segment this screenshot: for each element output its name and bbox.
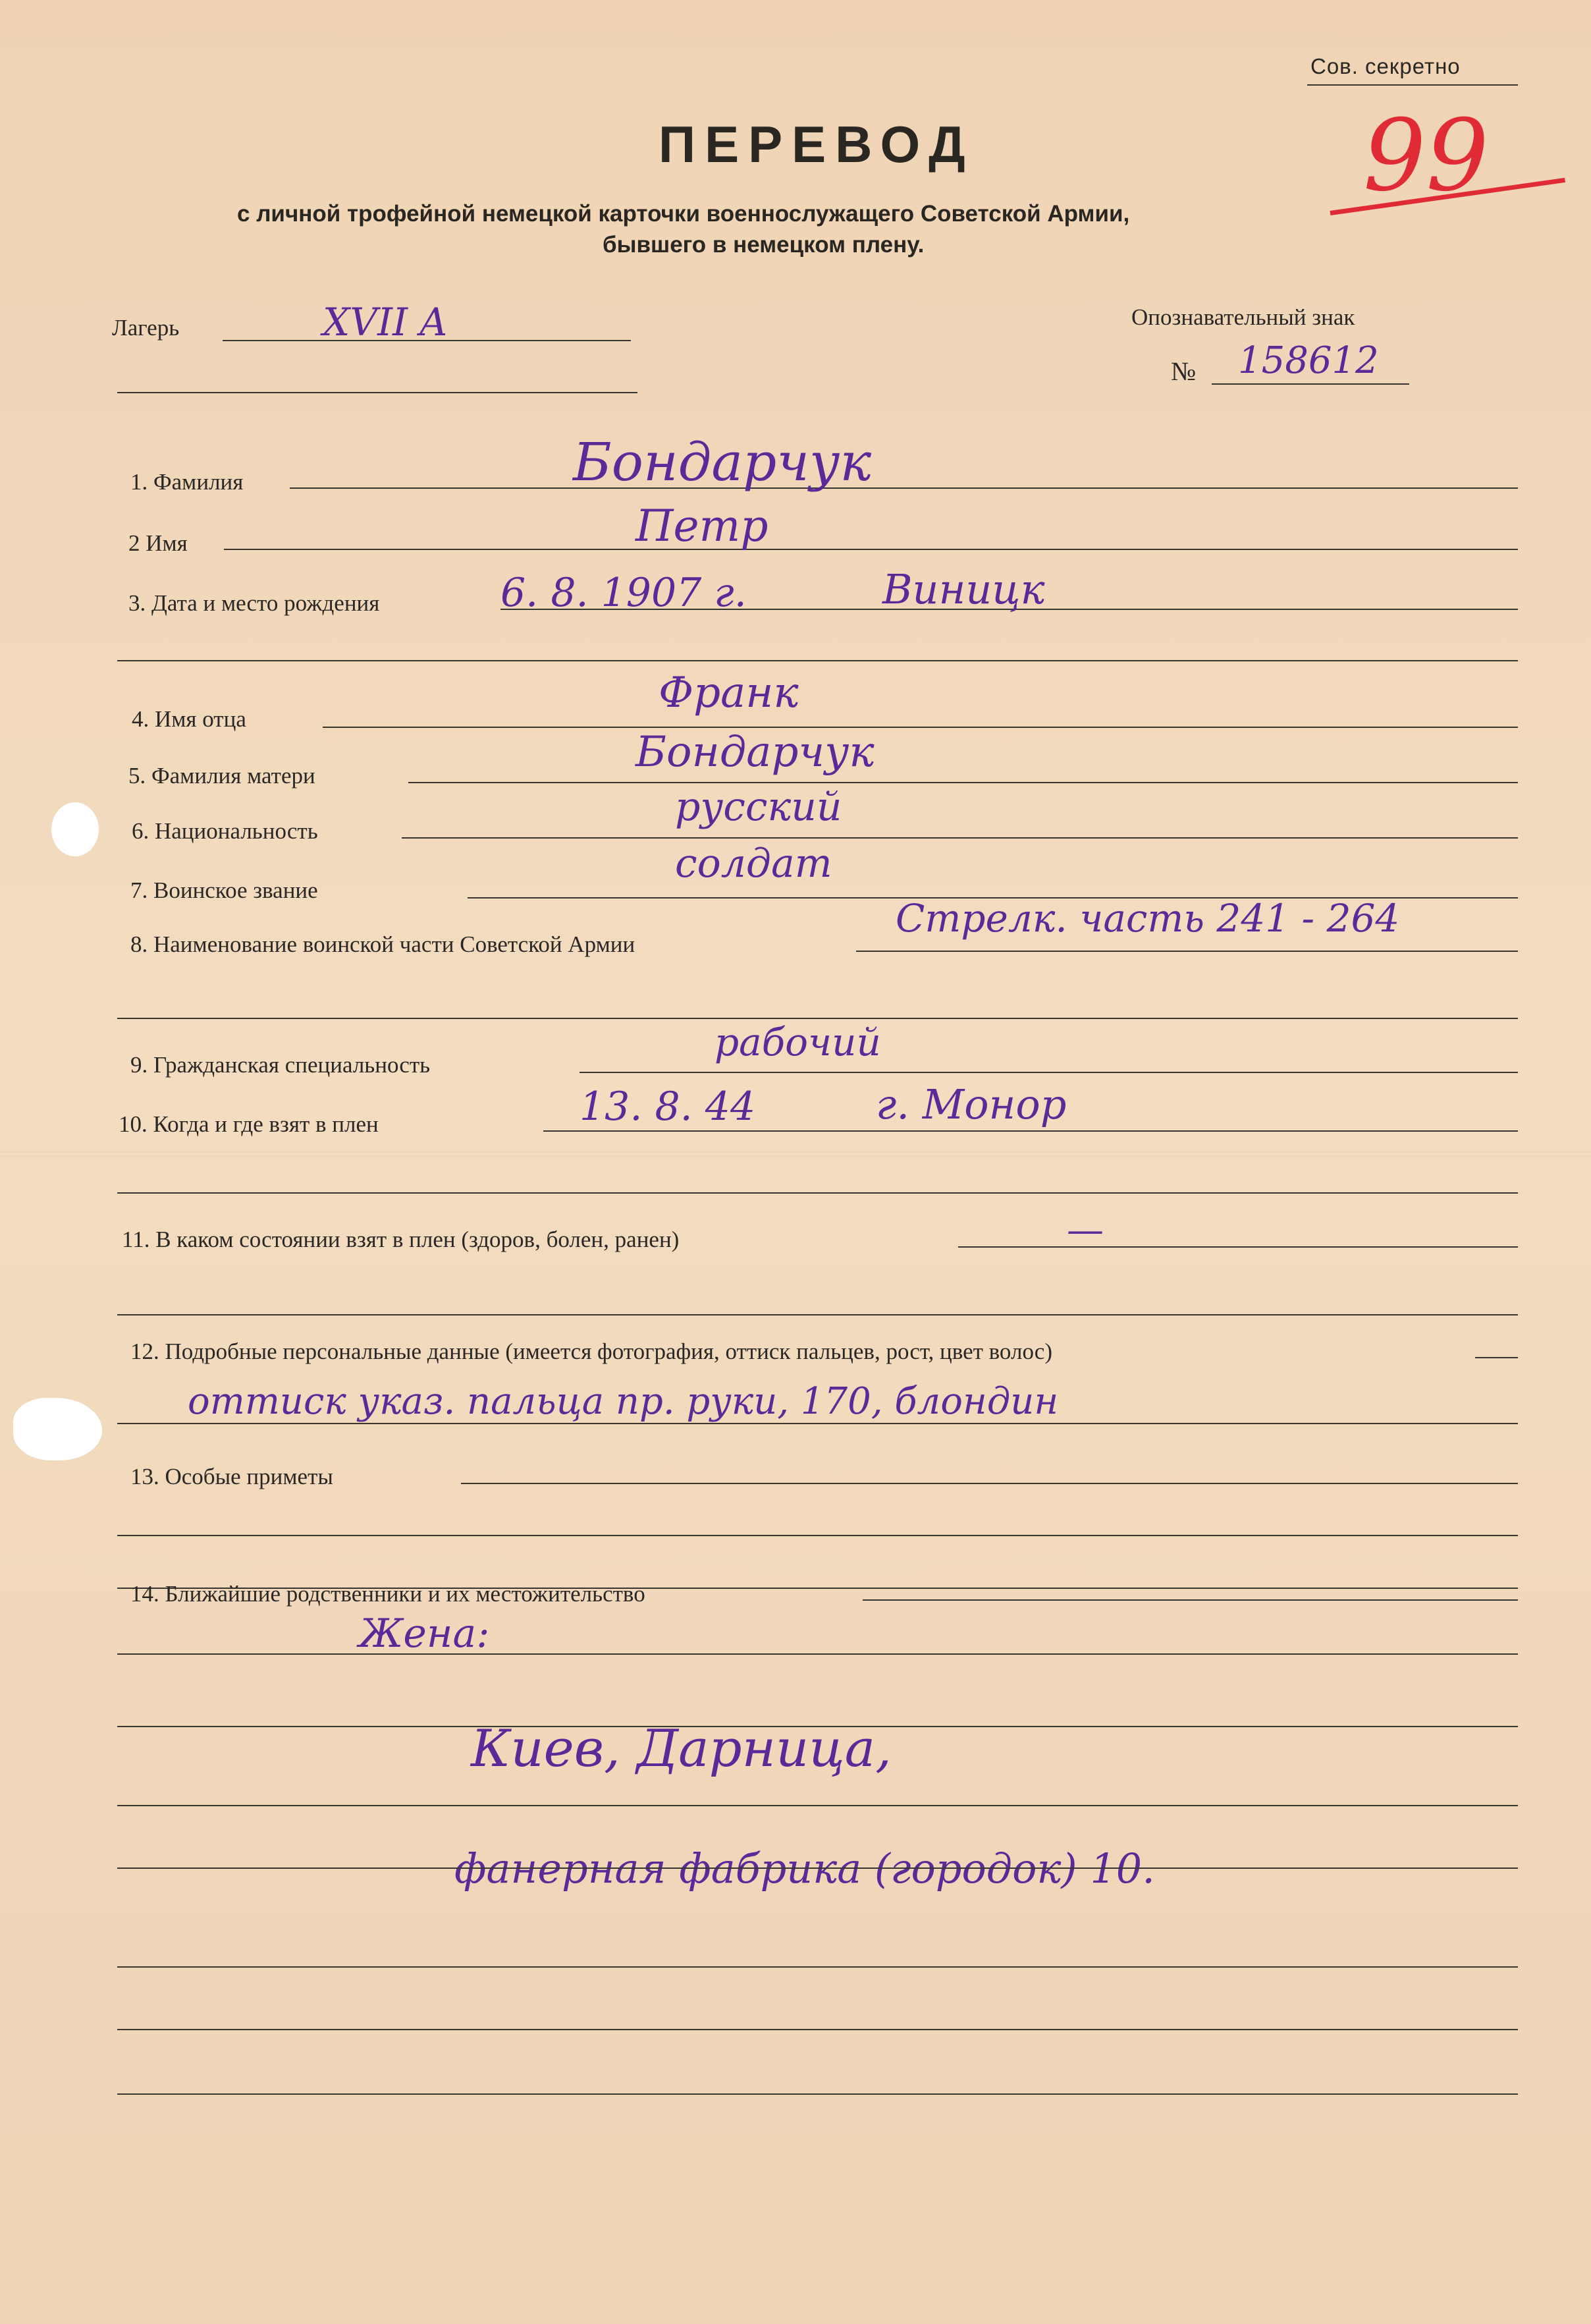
field-1-value: Бондарчук xyxy=(573,431,872,493)
camp-line-2 xyxy=(117,392,637,393)
field-11-line-2 xyxy=(117,1314,1518,1315)
red-annotation-number: 99 xyxy=(1363,99,1489,213)
field-3-value-place: Виницк xyxy=(882,565,1045,613)
field-14-line-6 xyxy=(117,1966,1518,1968)
field-8-label: 8. Наименование воинской части Советской Армии xyxy=(130,931,635,957)
field-7-value: солдат xyxy=(675,841,832,887)
field-12-line xyxy=(1475,1357,1518,1358)
camp-label: Лагерь xyxy=(112,315,180,341)
paper-fold xyxy=(0,1151,1591,1157)
field-12-label: 12. Подробные персональные данные (имеется фотография, оттиск пальцев, рост, цвет волос) xyxy=(130,1339,1052,1364)
field-9-line xyxy=(580,1072,1518,1073)
field-4-value: Франк xyxy=(659,669,799,717)
field-1-label: 1. Фамилия xyxy=(130,469,244,495)
field-10-line xyxy=(543,1130,1518,1132)
field-13-label: 13. Особые приметы xyxy=(130,1464,333,1489)
field-14-line-4 xyxy=(117,1805,1518,1806)
field-10-line-2 xyxy=(117,1192,1518,1194)
field-12-line-2 xyxy=(117,1423,1518,1424)
field-14-line-7 xyxy=(117,2029,1518,2030)
document-title: ПЕРЕВОД xyxy=(659,115,975,173)
field-13-line-2 xyxy=(117,1535,1518,1536)
id-tag-number-prefix: № xyxy=(1171,356,1197,386)
field-14-label: 14. Ближайшие родственники и их местожительство xyxy=(130,1581,645,1607)
field-14-line xyxy=(863,1599,1518,1601)
field-3-value-date: 6. 8. 1907 г. xyxy=(500,570,747,616)
classification-stamp: Сов. секретно xyxy=(1310,54,1461,78)
field-11-value: — xyxy=(1067,1209,1104,1252)
field-9-value: рабочий xyxy=(715,1020,881,1065)
field-11-line xyxy=(958,1246,1518,1248)
subtitle-line-2: бывшего в немецком плену. xyxy=(603,232,925,258)
field-14-line-2 xyxy=(117,1653,1518,1655)
field-3-line-2 xyxy=(117,660,1518,661)
field-4-line xyxy=(323,727,1518,728)
field-5-value: Бондарчук xyxy=(635,728,875,777)
id-tag-value: 158612 xyxy=(1238,339,1379,382)
field-1-line xyxy=(290,487,1518,489)
field-11-label: 11. В каком состоянии взят в плен (здоров, болен, ранен) xyxy=(122,1227,680,1252)
field-14-line-5 xyxy=(117,1868,1518,1869)
field-6-value: русский xyxy=(675,784,842,830)
field-10-value-place: г. Монор xyxy=(876,1080,1067,1128)
punch-hole xyxy=(51,802,99,856)
field-8-line xyxy=(856,951,1518,952)
field-7-label: 7. Воинское звание xyxy=(130,877,318,903)
subtitle-line-1: с личной трофейной немецкой карточки военнослужащего Советской Армии, xyxy=(237,201,1130,227)
field-14-value-line-3: фанерная фабрика (городок) 10. xyxy=(454,1844,1155,1893)
torn-punch-hole xyxy=(13,1398,102,1460)
field-3-label: 3. Дата и место рождения xyxy=(128,590,380,616)
field-8-value: Стрелк. часть 241 - 264 xyxy=(896,896,1400,941)
field-2-line xyxy=(224,549,1518,550)
id-tag-label: Опознавательный знак xyxy=(1131,304,1355,330)
field-10-label: 10. Когда и где взят в плен xyxy=(119,1111,379,1137)
field-2-label: 2 Имя xyxy=(128,530,188,556)
field-14-line-8 xyxy=(117,2093,1518,2095)
field-12-value: оттиск указ. пальца пр. руки, 170, блондин xyxy=(188,1380,1059,1423)
field-14-value-line-1: Жена: xyxy=(359,1611,490,1657)
field-6-label: 6. Национальность xyxy=(132,818,318,844)
camp-value: XVII A xyxy=(323,300,448,345)
field-5-label: 5. Фамилия матери xyxy=(128,763,315,788)
field-9-label: 9. Гражданская специальность xyxy=(130,1052,431,1078)
field-14-value-line-2: Киев, Дарница, xyxy=(471,1719,892,1779)
field-13-line xyxy=(461,1483,1518,1484)
field-6-line xyxy=(402,837,1518,839)
field-8-line-2 xyxy=(117,1018,1518,1019)
classification-underline xyxy=(1307,84,1518,86)
field-2-value: Петр xyxy=(635,501,769,551)
id-tag-line xyxy=(1212,383,1409,385)
field-5-line xyxy=(408,782,1518,783)
field-10-value-date: 13. 8. 44 xyxy=(580,1084,756,1130)
field-4-label: 4. Имя отца xyxy=(132,706,246,732)
